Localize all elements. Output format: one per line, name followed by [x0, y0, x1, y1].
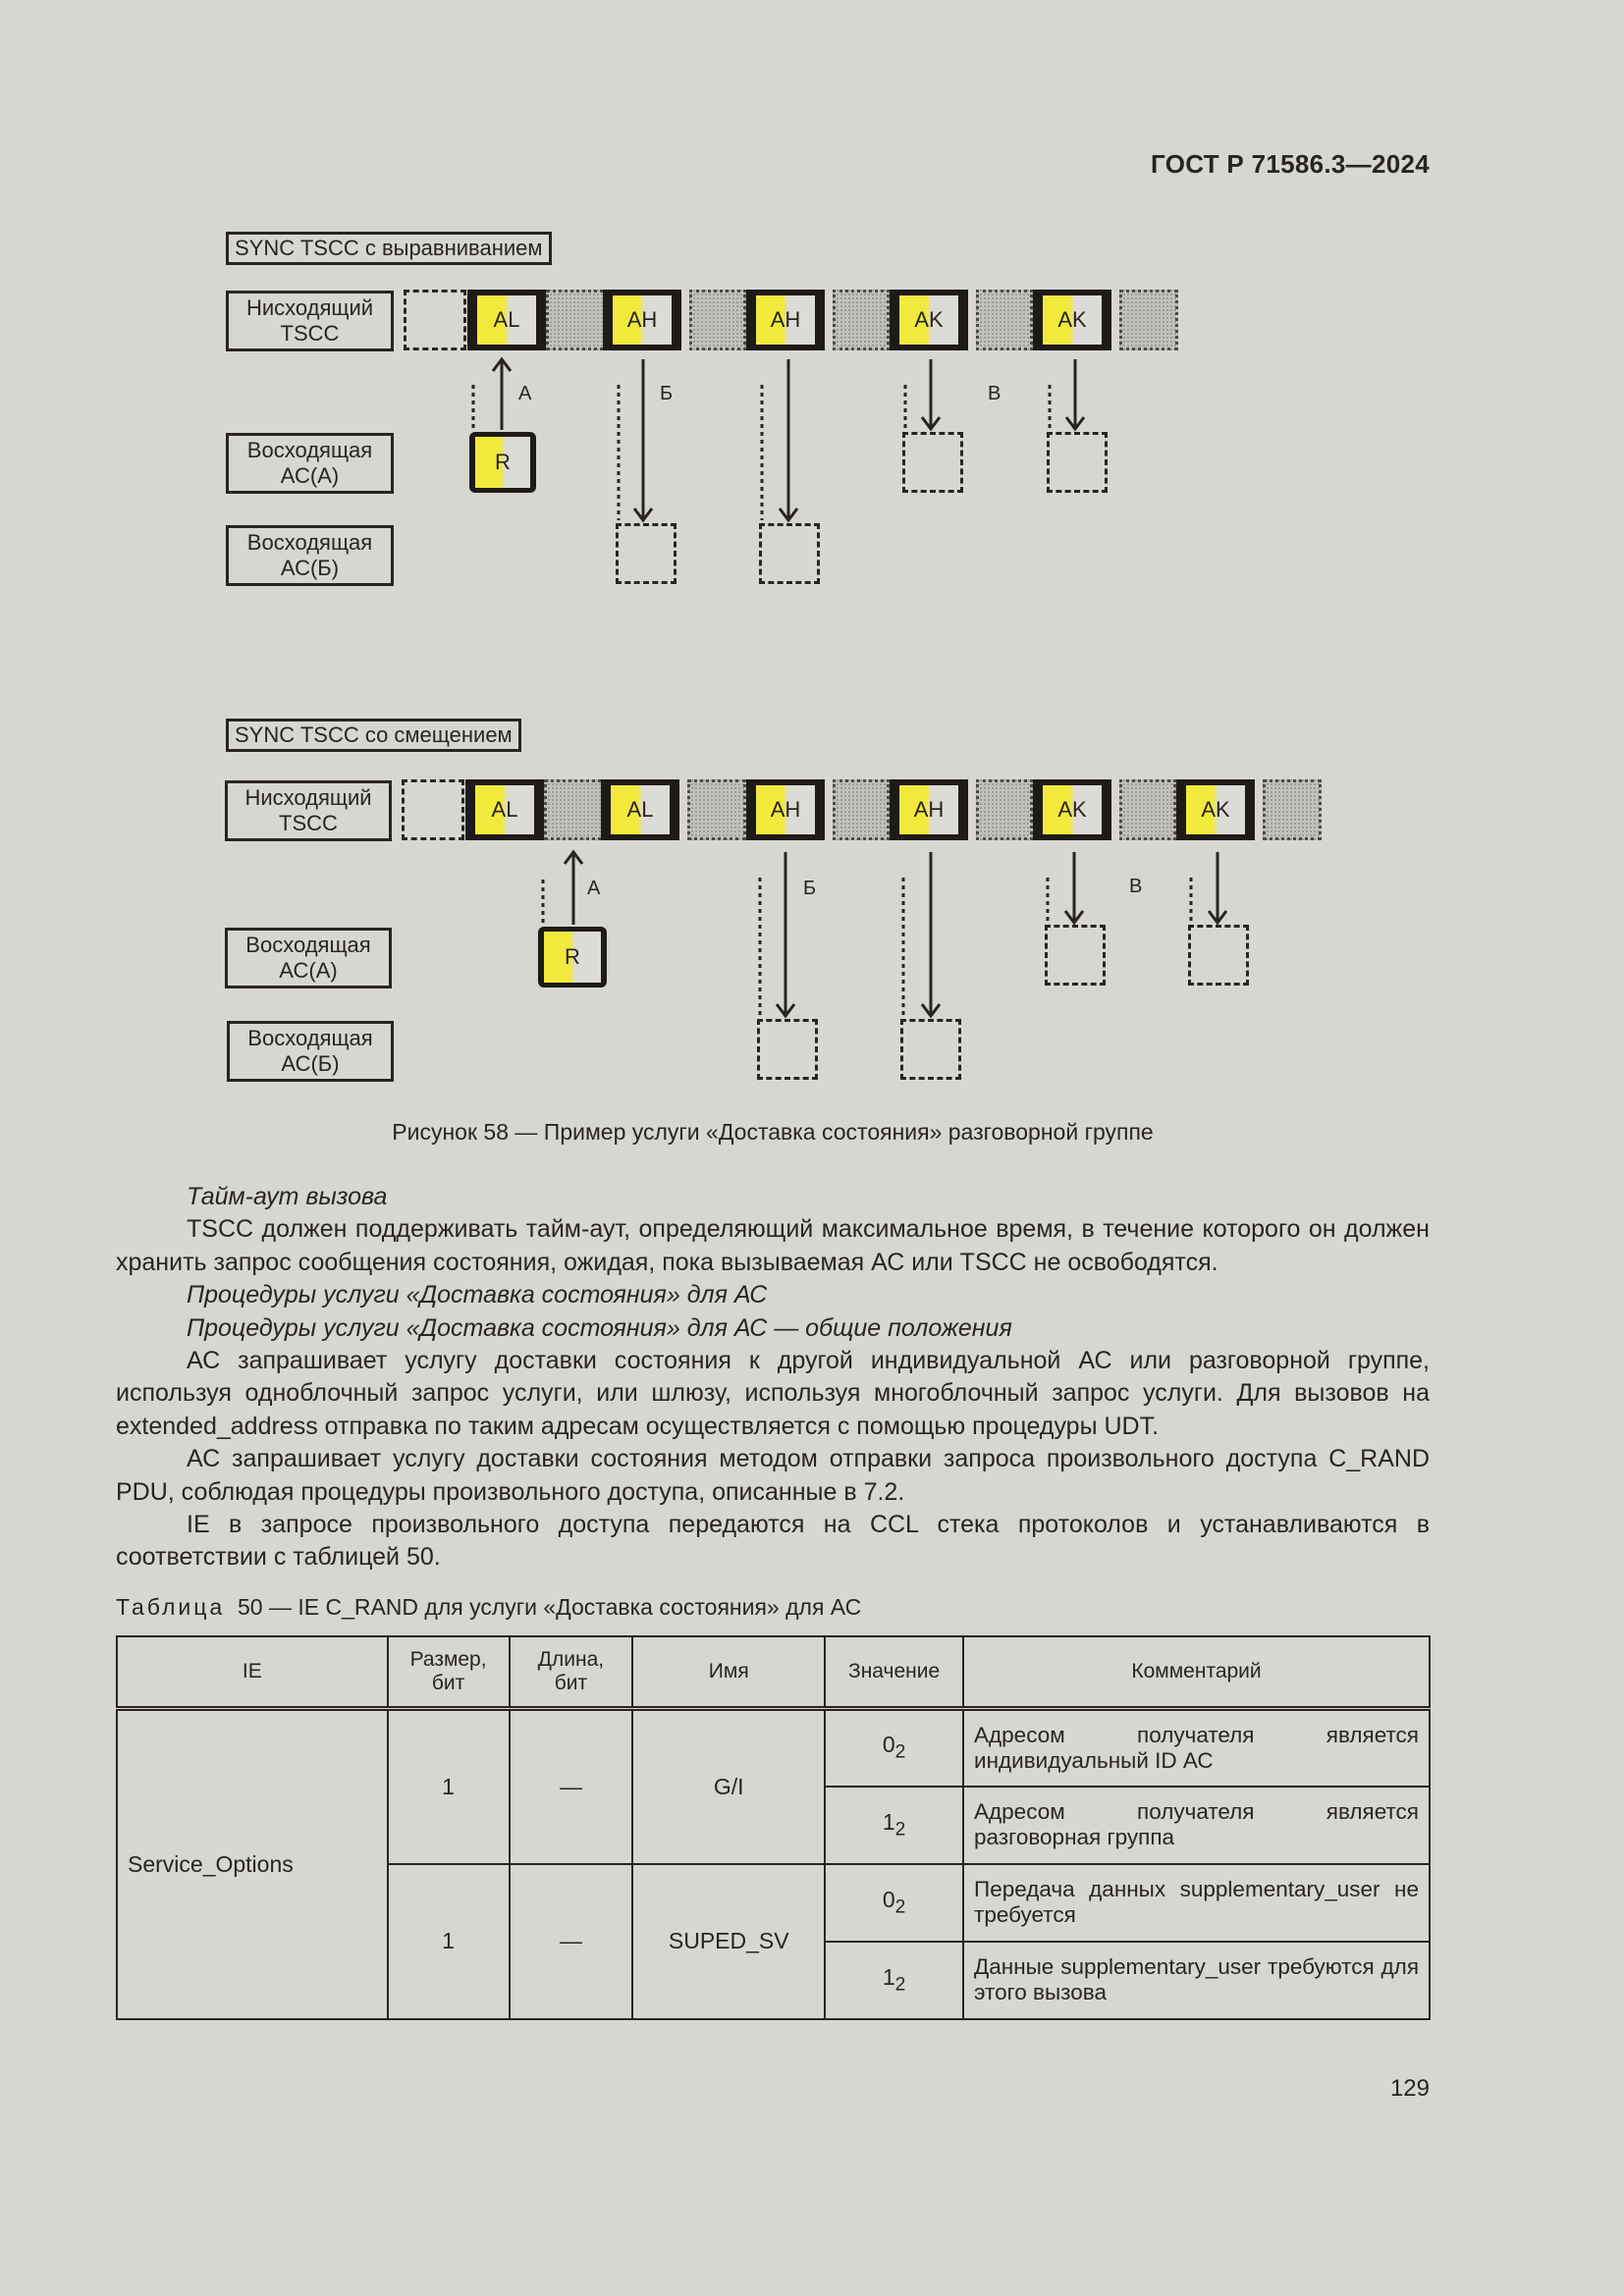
table-caption-text: 50 — IE C_RAND для услуги «Доставка состояния» для АС [237, 1594, 862, 1620]
paragraph: АС запрашивает услугу доставки состояния к другой индивидуальной АС или разговорной группе, используя одноблочный запрос услуги, или шлюзу, используя многоблочный запрос услуги. Для вызовов на extended_address отправка по таким адресам осуществляется с помощью процедуры UDT. [116, 1347, 1430, 1440]
burst-label: AK [1043, 785, 1102, 834]
arrow-letter: В [988, 383, 1001, 404]
burst-label: AH [613, 295, 672, 345]
col-header: Размер, бит [388, 1636, 510, 1709]
value-cell [825, 1864, 963, 1942]
value-digit: 1 [882, 1808, 895, 1835]
arrow-letter: В [1129, 876, 1143, 897]
page-number: 129 [1389, 2075, 1430, 2102]
diagram2-title: SYNC TSCC со смещением [226, 719, 521, 752]
arrow-letter: А [587, 878, 601, 899]
name-cell: G/I [632, 1709, 825, 1864]
col-header: Длина, бит [510, 1636, 633, 1709]
comment-cell: Адресом получателя является индивидуальный ID АС [963, 1709, 1430, 1787]
length-cell: — [510, 1864, 633, 2019]
r-label: R [544, 932, 601, 983]
table-row [117, 1709, 1430, 1787]
burst-label: AH [756, 785, 815, 834]
col-header: Имя [632, 1636, 825, 1709]
table-caption [116, 1594, 861, 1621]
burst-label: AH [899, 785, 958, 834]
r-label: R [475, 437, 530, 488]
diagram2-downlink-label: Нисходящий TSCC [225, 780, 392, 841]
paragraph: TSCC должен поддерживать тайм-аут, определяющий максимальное время, в течение которого он должен хранить запрос сообщения состояния, ожидая, пока вызываемая АС или TSCC не освободятся. [116, 1215, 1430, 1276]
size-cell: 1 [388, 1864, 510, 2019]
ie-cell: Service_Options [117, 1709, 388, 2019]
value-digit: 0 [882, 1732, 895, 1758]
value-cell [825, 1942, 963, 2019]
diagram1-title: SYNC TSCC с выравниванием [226, 232, 552, 265]
body-text [116, 1181, 1430, 1575]
value-digit: 1 [882, 1963, 895, 1990]
length-cell: — [510, 1709, 633, 1864]
burst-label: AH [756, 295, 815, 345]
value-base: 2 [894, 1896, 906, 1918]
table-caption-prefix: Таблица [116, 1594, 226, 1620]
paragraph: АС запрашивает услугу доставки состояния методом отправки запроса произвольного доступа C_RAND PDU, соблюдая процедуры произвольного доступа, описанные в 7.2. [116, 1445, 1430, 1506]
value-base: 2 [894, 1974, 906, 1996]
burst-label: AL [611, 785, 670, 834]
diagram2-uplink-b-label: Восходящая АС(Б) [227, 1021, 394, 1082]
comment-cell: Адресом получателя является разговорная группа [963, 1787, 1430, 1864]
burst-label: AL [477, 295, 536, 345]
arrow-letter: Б [660, 383, 674, 404]
col-header: IE [117, 1636, 388, 1709]
value-base: 2 [894, 1819, 906, 1841]
arrow-letter: Б [803, 878, 817, 899]
burst-label: AK [1043, 295, 1102, 345]
burst-label: AK [1186, 785, 1245, 834]
value-cell [825, 1787, 963, 1864]
subheading: Процедуры услуги «Доставка состояния» для АС — общие положения [187, 1313, 1012, 1342]
value-cell [825, 1709, 963, 1787]
burst-label: AL [475, 785, 534, 834]
table-header-row [117, 1636, 1430, 1709]
size-cell: 1 [388, 1709, 510, 1864]
figure-caption: Рисунок 58 — Пример услуги «Доставка состояния» разговорной группе [392, 1119, 1154, 1145]
name-cell: SUPED_SV [632, 1864, 825, 2019]
burst-label: AK [899, 295, 958, 345]
value-base: 2 [894, 1742, 906, 1764]
value-digit: 0 [882, 1886, 895, 1912]
paragraph: IE в запросе произвольного доступа передаются на CCL стека протоколов и устанавливаются в соответствии с таблицей 50. [116, 1511, 1430, 1572]
ie-table [116, 1635, 1431, 2020]
diagram1-downlink-label: Нисходящий TSCC [226, 291, 394, 351]
diagram1-uplink-a-label: Восходящая АС(А) [226, 433, 394, 494]
col-header: Комментарий [963, 1636, 1430, 1709]
arrow-letter: А [518, 383, 532, 404]
diagram2-uplink-a-label: Восходящая АС(А) [225, 928, 392, 988]
subheading: Тайм-аут вызова [187, 1183, 388, 1210]
subheading: Процедуры услуги «Доставка состояния» для АС [187, 1281, 768, 1309]
diagram2-arrows [0, 0, 1624, 1119]
comment-cell: Передача данных supplementary_user не требуется [963, 1864, 1430, 1942]
col-header: Значение [825, 1636, 963, 1709]
comment-cell: Данные supplementary_user требуются для этого вызова [963, 1942, 1430, 2019]
standard-header: ГОСТ Р 71586.3—2024 [1151, 149, 1430, 179]
diagram1-uplink-b-label: Восходящая АС(Б) [226, 525, 394, 586]
